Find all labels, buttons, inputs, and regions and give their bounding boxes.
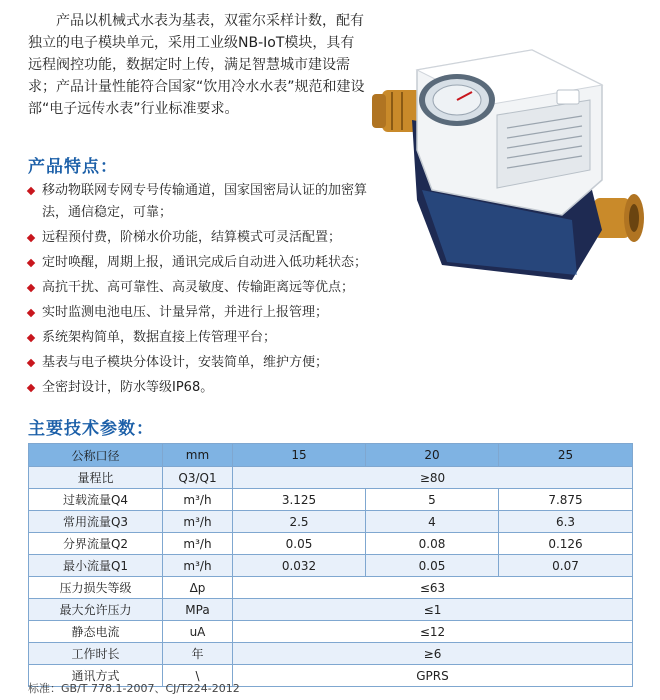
features-list: [28, 180, 368, 402]
diamond-bullet-icon: [27, 284, 35, 292]
feature-item: 定时唤醒，周期上报，通讯完成后自动进入低功耗状态；: [28, 252, 368, 274]
param-value: 6.3: [499, 511, 633, 533]
feature-item: 高抗干扰、高可靠性、高灵敏度、传输距离远等优点；: [28, 277, 368, 299]
feature-item: 实时监测电池电压、计量异常，并进行上报管理；: [28, 302, 368, 324]
feature-item: 基表与电子模块分体设计，安装简单，维护方便；: [28, 352, 368, 374]
intro-text: 产品以机械式水表为基表，双霍尔采样计数，配有独立的电子模块单元，采用工业级NB-IoT模块，具有远程阀控功能，数据定时上传，满足智慧城市建设需求；产品计量性能符合国家“饮用冷水水表”规范和建设部“电子远传水表”行业标准要求。: [28, 13, 365, 117]
feature-item: 全密封设计，防水等级IP68。: [28, 377, 368, 399]
table-row: [29, 621, 633, 643]
table-row: [29, 643, 633, 665]
param-value: ≥80: [233, 467, 633, 489]
param-value: 3.125: [233, 489, 366, 511]
diamond-bullet-icon: [27, 309, 35, 317]
table-row: [29, 511, 633, 533]
table-row: [29, 489, 633, 511]
header-cell: 20: [366, 444, 499, 467]
feature-item: 移动物联网专网专号传输通道，国家国密局认证的加密算法，通信稳定，可靠；: [28, 180, 368, 224]
param-unit: m³/h: [163, 489, 233, 511]
param-value: 0.05: [233, 533, 366, 555]
params-title: 主要技术参数：: [28, 419, 154, 439]
header-cell: 公称口径: [29, 444, 163, 467]
param-unit: uA: [163, 621, 233, 643]
features-title: 产品特点：: [28, 157, 118, 177]
param-value: ≤63: [233, 577, 633, 599]
param-value: GPRS: [233, 665, 633, 687]
standard-note: 标准：GB/T 778.1-2007、CJ/T224-2012: [28, 682, 240, 695]
feature-item: 远程预付费，阶梯水价功能，结算模式可灵活配置；: [28, 227, 368, 249]
param-unit: m³/h: [163, 533, 233, 555]
table-row: [29, 577, 633, 599]
table-header-row: [29, 444, 633, 467]
diamond-bullet-icon: [27, 234, 35, 242]
param-value: ≥6: [233, 643, 633, 665]
param-value: ≤12: [233, 621, 633, 643]
diamond-bullet-icon: [27, 187, 35, 195]
diamond-bullet-icon: [27, 384, 35, 392]
param-name: 工作时长: [29, 643, 163, 665]
params-table: [28, 443, 633, 687]
water-meter-image: [362, 30, 652, 320]
param-name: 最小流量Q1: [29, 555, 163, 577]
feature-item: 系统架构简单，数据直接上传管理平台；: [28, 327, 368, 349]
param-unit: Q3/Q1: [163, 467, 233, 489]
param-name: 最大允许压力: [29, 599, 163, 621]
param-unit: m³/h: [163, 511, 233, 533]
param-unit: Δp: [163, 577, 233, 599]
table-row: [29, 467, 633, 489]
diamond-bullet-icon: [27, 359, 35, 367]
param-name: 分界流量Q2: [29, 533, 163, 555]
intro-paragraph: [28, 10, 368, 120]
param-value: 0.05: [366, 555, 499, 577]
header-cell: mm: [163, 444, 233, 467]
table-row: [29, 599, 633, 621]
table-row: [29, 533, 633, 555]
diamond-bullet-icon: [27, 259, 35, 267]
param-value: 2.5: [233, 511, 366, 533]
param-value: 0.08: [366, 533, 499, 555]
param-value: 4: [366, 511, 499, 533]
param-value: 7.875: [499, 489, 633, 511]
param-unit: MPa: [163, 599, 233, 621]
param-value: 0.126: [499, 533, 633, 555]
table-row: [29, 555, 633, 577]
param-name: 量程比: [29, 467, 163, 489]
param-unit: \: [163, 665, 233, 687]
param-value: 0.07: [499, 555, 633, 577]
param-unit: 年: [163, 643, 233, 665]
param-value: 0.032: [233, 555, 366, 577]
header-cell: 25: [499, 444, 633, 467]
param-name: 通讯方式: [29, 665, 163, 687]
param-name: 压力损失等级: [29, 577, 163, 599]
header-cell: 15: [233, 444, 366, 467]
param-unit: m³/h: [163, 555, 233, 577]
param-value: ≤1: [233, 599, 633, 621]
param-value: 5: [366, 489, 499, 511]
param-name: 过载流量Q4: [29, 489, 163, 511]
param-name: 常用流量Q3: [29, 511, 163, 533]
param-name: 静态电流: [29, 621, 163, 643]
diamond-bullet-icon: [27, 334, 35, 342]
